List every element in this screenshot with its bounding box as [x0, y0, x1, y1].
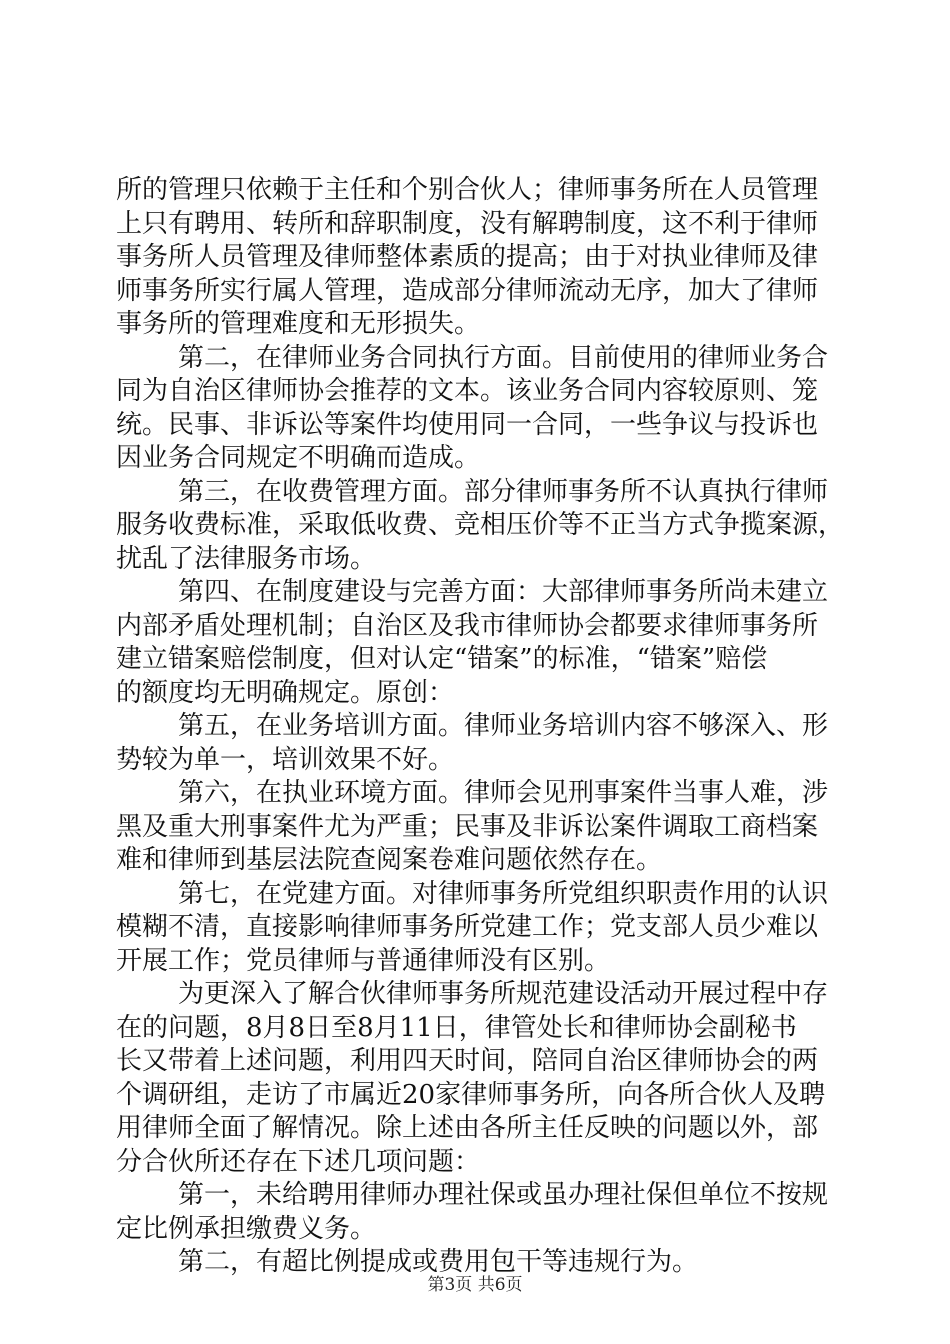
text-line: 事务所人员管理及律师整体素质的提高；由于对执业律师及律: [116, 242, 819, 272]
text-line: 第二，有超比例提成或费用包干等违规行为。: [178, 1247, 699, 1277]
document-body: [116, 174, 845, 1280]
text-line: 第二，在律师业务合同执行方面。目前使用的律师业务合: [178, 342, 829, 373]
text-line: 定比例承担缴费义务。: [116, 1213, 377, 1244]
text-line: 个调研组，走访了市属近20家律师事务所，向各所合伙人及聘: [116, 1079, 826, 1110]
text-line: 建立错案赔偿制度，但对认定“错案”的标准，“错案”赔偿: [116, 644, 768, 674]
text-line: 事务所的管理难度和无形损失。: [116, 309, 481, 339]
text-line: 第五，在业务培训方面。律师业务培训内容不够深入、形: [178, 711, 829, 741]
text-line: 内部矛盾处理机制；自治区及我市律师协会都要求律师事务所: [116, 610, 819, 641]
text-line: 同为自治区律师协会推荐的文本。该业务合同内容较原则、笼: [116, 376, 819, 406]
text-line: 扰乱了法律服务市场。: [116, 543, 377, 574]
text-line: 所的管理只依赖于主任和个别合伙人；律师事务所在人员管理: [116, 175, 819, 205]
text-line: 分合伙所还存在下述几项问题：: [116, 1146, 481, 1177]
text-line: 难和律师到基层法院查阅案卷难问题依然存在。: [116, 845, 663, 875]
text-line: 黑及重大刑事案件尤为严重；民事及非诉讼案件调取工商档案: [116, 811, 819, 842]
text-line: 第一，未给聘用律师办理社保或虽办理社保但单位不按规: [178, 1180, 829, 1210]
text-line: 用律师全面了解情况。除上述由各所主任反映的问题以外，部: [116, 1113, 819, 1143]
text-line: 上只有聘用、转所和辞职制度，没有解聘制度，这不利于律师: [116, 208, 819, 239]
text-line: 第四、在制度建设与完善方面：大部律师事务所尚未建立: [178, 577, 829, 607]
text-line: 长又带着上述问题，利用四天时间，陪同自治区律师协会的两: [116, 1046, 819, 1076]
text-line: 势较为单一，培训效果不好。: [116, 744, 455, 775]
text-line: 第六，在执业环境方面。律师会见刑事案件当事人难，涉: [178, 778, 829, 808]
text-line: 第七，在党建方面。对律师事务所党组织职责作用的认识: [178, 878, 829, 909]
text-line: 模糊不清，直接影响律师事务所党建工作；党支部人员少难以: [116, 912, 819, 942]
text-line: 统。民事、非诉讼等案件均使用同一合同，一些争议与投诉也: [116, 409, 819, 440]
text-line: 服务收费标准，采取低收费、竞相压价等不正当方式争揽案源，: [116, 510, 845, 540]
text-line: 因业务合同规定不明确而造成。: [116, 443, 481, 473]
text-line: 第三，在收费管理方面。部分律师事务所不认真执行律师: [178, 476, 829, 507]
text-line: 在的问题，8月8日至8月11日，律管处长和律师协会副秘书: [116, 1012, 797, 1043]
text-line: 为更深入了解合伙律师事务所规范建设活动开展过程中存: [178, 979, 829, 1009]
text-line: 师事务所实行属人管理，造成部分律师流动无序，加大了律师: [116, 275, 819, 306]
page-footer: 第3页 共6页: [427, 1275, 523, 1295]
text-line: 的额度均无明确规定。原创：: [116, 677, 455, 708]
text-line: 开展工作；党员律师与普通律师没有区别。: [116, 945, 611, 976]
